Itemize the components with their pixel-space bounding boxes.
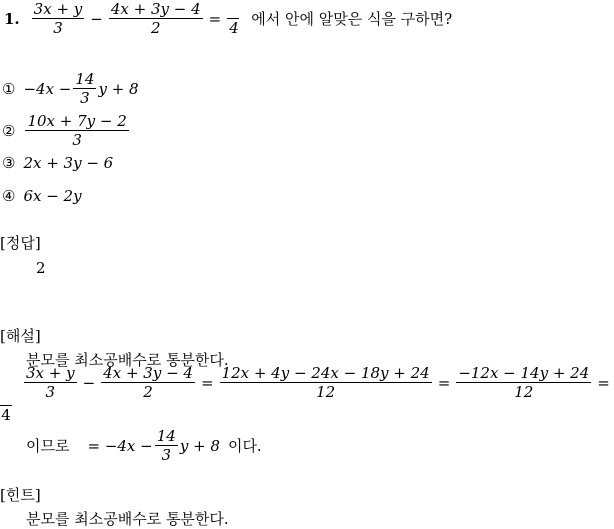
fraction-denominator: 4 [1, 406, 11, 424]
choice-1-part-a: −4x − [23, 79, 72, 98]
question-number: 1. [4, 9, 20, 28]
fraction-denominator: 12 [514, 383, 534, 401]
minus-sign: − [90, 9, 103, 28]
question-fraction-blank [227, 0, 239, 37]
choice-4-text: 6x − 2y [23, 187, 82, 205]
fraction-numerator: 10x + 7y − 2 [27, 112, 127, 130]
choice-1 [2, 70, 139, 107]
fraction-numerator: −12x − 14y + 24 [458, 364, 590, 382]
choice-1-fraction [73, 70, 96, 107]
explanation-line-1: 분모를 최소공배수로 통분한다. [26, 351, 229, 369]
answer-label: [정답] [0, 234, 41, 252]
choice-1-part-b: y + 8 [98, 79, 139, 98]
explanation-fraction-3 [220, 364, 432, 401]
hint-label: [힌트] [0, 486, 41, 504]
equals-sign: = [208, 9, 222, 28]
fraction-denominator: 3 [53, 19, 63, 37]
fraction-numerator: 3x + y [33, 0, 83, 18]
equals-sign: = [597, 373, 610, 392]
explanation-label: [해설] [0, 327, 41, 345]
explanation-line-3-d: 이다. [227, 437, 262, 455]
explanation-blank-fraction [0, 405, 12, 424]
fraction-numerator: 4x + 3y − 4 [103, 364, 193, 382]
fraction-denominator: 2 [150, 19, 161, 37]
fraction-denominator: 3 [80, 89, 90, 107]
fraction-denominator: 4 [229, 19, 239, 37]
question-fraction-1 [32, 0, 85, 37]
explanation-line-3 [26, 427, 262, 464]
choice-3-text: 2x + 3y − 6 [23, 154, 114, 172]
question-prompt: 에서 안에 알맞은 식을 구하면? [251, 10, 453, 28]
choice-4-mark: ④ [2, 187, 16, 205]
fraction-numerator: 12x + 4y − 24x − 18y + 24 [221, 364, 430, 382]
choice-1-mark: ① [2, 79, 16, 98]
explanation-line-3-a: 이므로 [26, 437, 70, 455]
fraction-denominator: 3 [161, 446, 172, 464]
fraction-denominator: 12 [316, 383, 336, 401]
equals-sign: = [437, 373, 451, 392]
choice-4 [2, 187, 82, 205]
hint-text: 분모를 최소공배수로 통분한다. [26, 510, 229, 528]
fraction-numerator: 3x + y [26, 364, 75, 382]
equals-sign: = [200, 373, 214, 392]
question-line [4, 0, 452, 37]
explanation-line-3-c: y + 8 [179, 436, 220, 455]
choice-2 [2, 112, 131, 149]
choice-3-mark: ③ [2, 154, 16, 172]
explanation-fraction-1 [24, 364, 77, 401]
answer-value: 2 [36, 259, 46, 277]
fraction-numerator: 4x + 3y − 4 [110, 0, 201, 18]
fraction-numerator: 14 [156, 427, 176, 445]
choice-3 [2, 154, 113, 172]
explanation-fraction-4 [456, 364, 591, 401]
fraction-denominator: 3 [45, 383, 56, 401]
explanation-line-3-fraction [155, 427, 178, 464]
explanation-line-3-b: = −4x − [87, 436, 153, 455]
explanation-fraction-2 [101, 364, 195, 401]
fraction-numerator: 14 [75, 70, 95, 88]
minus-sign: − [82, 373, 96, 392]
choice-2-fraction [25, 112, 128, 149]
question-fraction-2 [109, 0, 203, 37]
fraction-denominator: 2 [143, 383, 153, 401]
choice-2-mark: ② [2, 121, 16, 140]
blank-numerator [227, 0, 239, 19]
fraction-denominator: 3 [72, 131, 82, 149]
explanation-equation [22, 364, 614, 401]
